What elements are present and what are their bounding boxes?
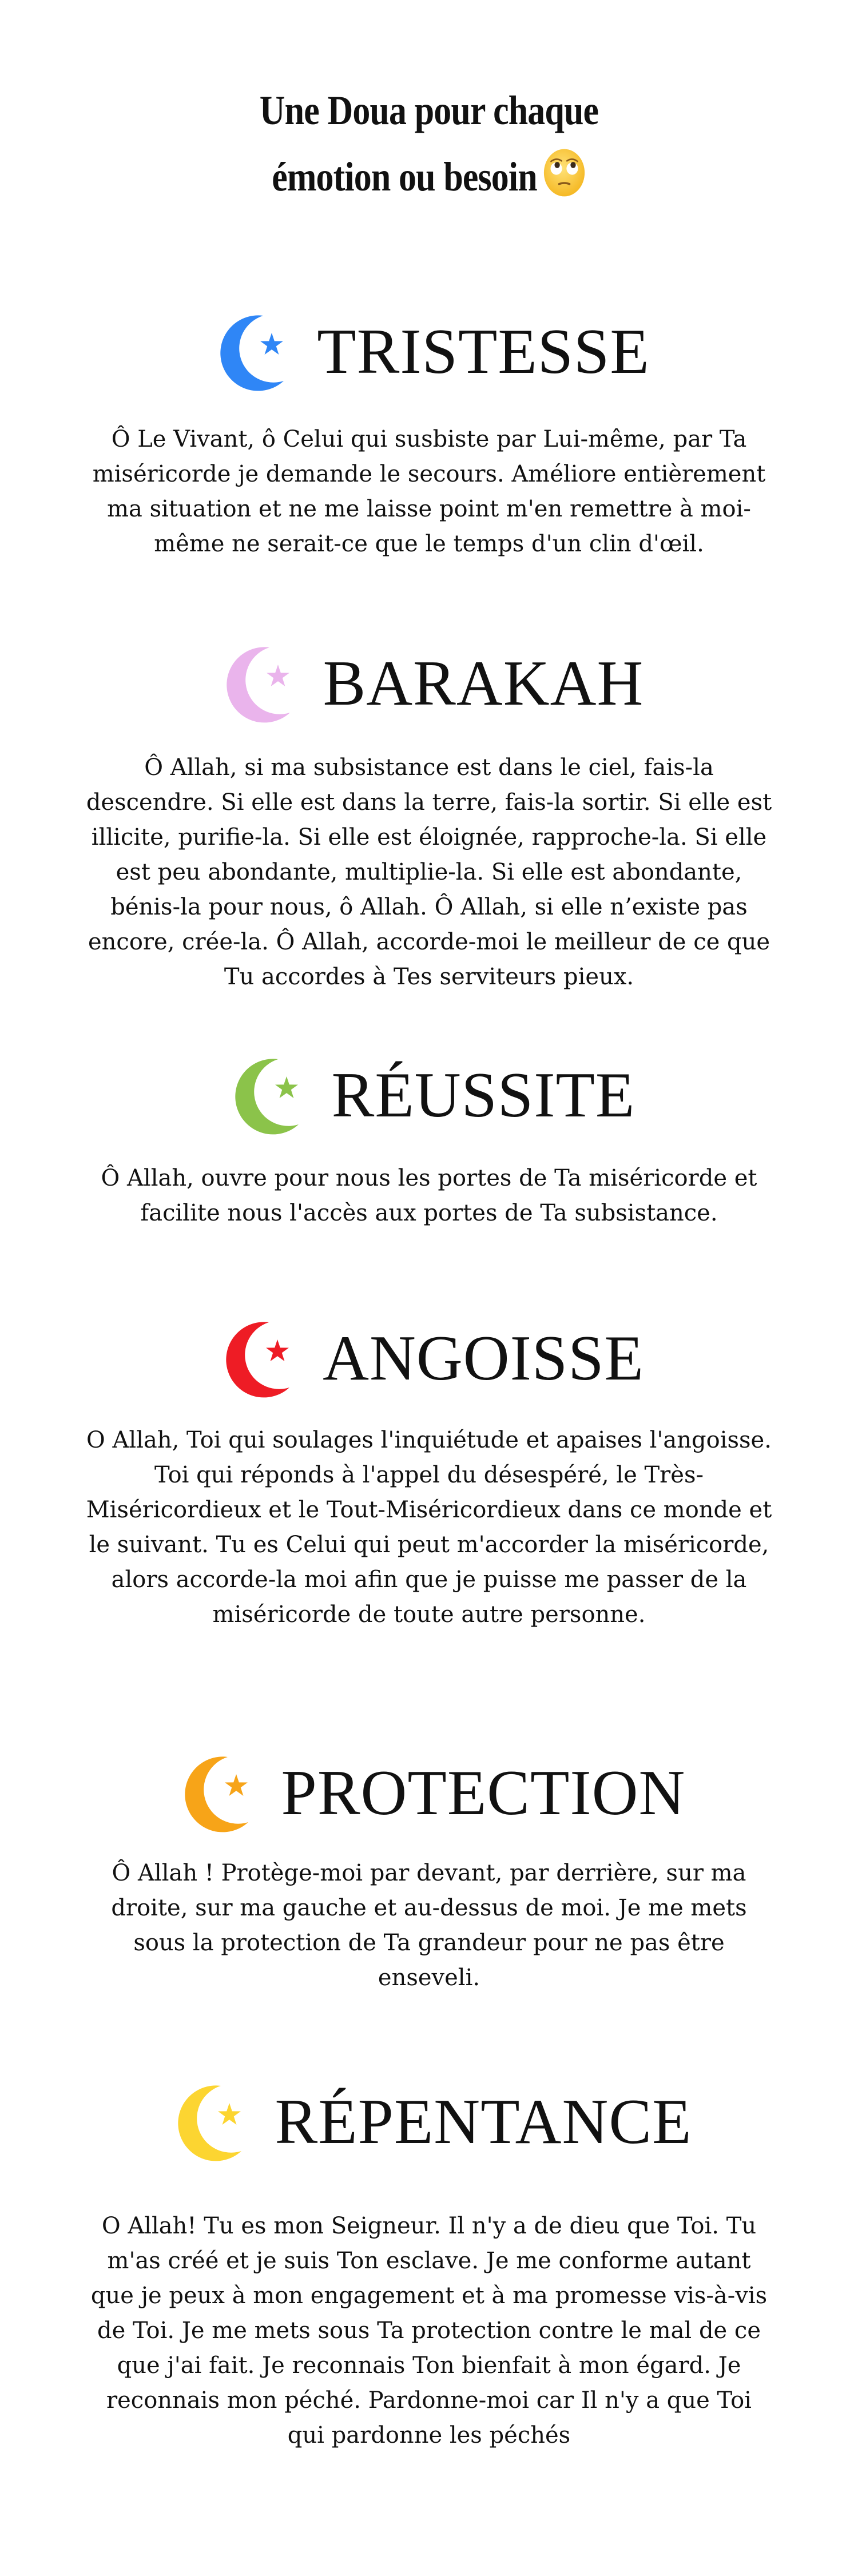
section-title: TRISTESSE [317,316,650,387]
page-title [60,77,798,210]
section-text-reussite: Ô Allah, ouvre pour nous les portes de Ta miséricorde et facilite nous l'accès aux portes de Ta subsistance. [101,1165,757,1226]
crescent-star-icon [214,1315,300,1401]
page-title-line-2 [60,144,798,210]
section-text-protection: Ô Allah ! Protège-moi par devant, par derrière, sur ma droite, sur ma gauche et au-dessus de moi. Je me mets sous la protection de Ta grandeur pour ne pas être enseveli. [111,1860,747,1991]
crescent-star-icon [208,309,294,395]
crescent-star-icon [223,1052,309,1138]
section-heading-protection [0,1744,858,1842]
section-text-angoisse: O Allah, Toi qui soulages l'inquiétude et apaises l'angoisse. Toi qui réponds à l'appel du désespéré, le Très-Miséricordieux et le Tout-Miséricordieux dans ce monde et le suivant. Tu es Celui qui peut m'accorder la miséricorde, alors accorde-la moi afin que je puisse me passer de la miséricorde de toute autre personne. [86,1427,772,1628]
page-title-line-1: Une Doua pour chaque [259,88,599,133]
section-title: RÉUSSITE [331,1060,635,1131]
section-heading-angoisse [0,1310,858,1407]
section-heading-barakah [0,635,858,732]
crescent-star-icon [166,2079,252,2165]
section-title: RÉPENTANCE [275,2086,692,2157]
crescent-star-icon [173,1750,259,1836]
section-title: ANGOISSE [323,1323,644,1394]
section-text-repentance: O Allah! Tu es mon Seigneur. Il n'y a de dieu que Toi. Tu m'as créé et je suis Ton esclave. Je me conforme autant que je peux à mon engagement et à ma promesse vis-à-vis de Toi. Je me mets sous Ta protection contre le mal de ce que j'ai fait. Je reconnais Ton bienfait à mon égard. Je reconnais mon péché. Pardonne-moi car Il n'y a que Toi qui pardonne les péchés [90,2213,768,2448]
section-text-barakah: Ô Allah, si ma subsistance est dans le ciel, fais-la descendre. Si elle est dans la terre, fais-la sortir. Si elle est illicite, purifie-la. Si elle est éloignée, rapproche-la. Si elle est peu abondante, multiplie-la. Si elle est abondante, bénis-la pour nous, ô Allah. Ô Allah, si elle n’existe pas encore, crée-la. Ô Allah, accorde-moi le meilleur de ce que Tu accordes à Tes serviteurs pieux. [86,754,772,990]
page-title-line-2-text: émotion ou besoin [272,154,537,200]
section-heading-reussite [0,1047,858,1144]
face-with-rolling-eyes-icon [542,147,586,198]
section-heading-tristesse [0,303,858,400]
crescent-star-icon [214,641,300,726]
section-title: PROTECTION [281,1758,686,1828]
section-text-tristesse: Ô Le Vivant, ô Celui qui susbiste par Lui-même, par Ta miséricorde je demande le secours. Améliore entièrement ma situation et ne me laisse point m'en remettre à moi-même ne serait-ce que le temps d'un clin d'œil. [92,426,766,557]
section-heading-repentance [0,2073,858,2170]
section-title: BARAKAH [323,648,644,719]
